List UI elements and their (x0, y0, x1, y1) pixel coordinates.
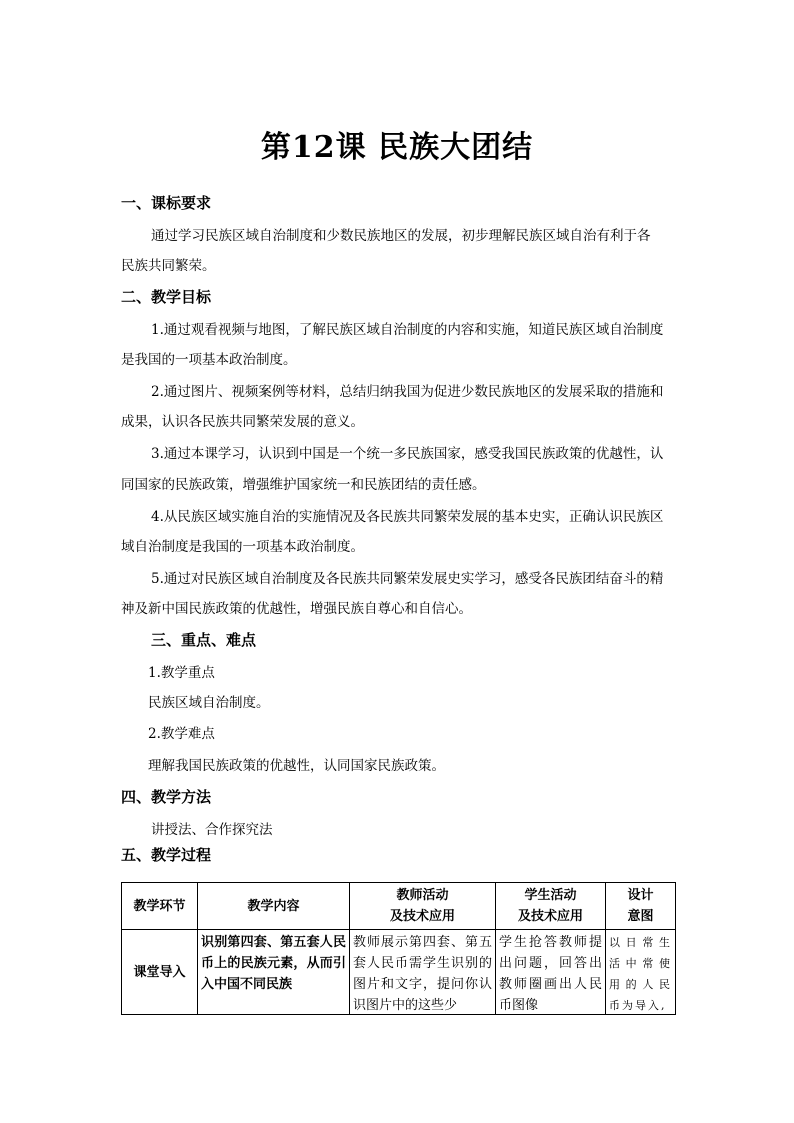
difficulty-value: 理解我国民族政策的优越性，认同国家民族政策。 (148, 758, 445, 774)
goal-1-line1: 1.通过观看视频与地图，了解民族区域自治制度的内容和实施，知道民族区域自治制度 (151, 322, 664, 338)
goal-2-line2: 成果，认识各民族共同繁荣发展的意义。 (121, 414, 364, 430)
cell-stage: 课堂导入 (122, 930, 198, 1015)
cell-design-intent: 以日常生活中常使用的人民币为导入, (606, 930, 676, 1015)
teaching-process-table (121, 882, 676, 1015)
goal-2-line1: 2.通过图片、视频案例等材料，总结归纳我国为促进少数民族地区的发展采取的措施和 (151, 384, 664, 400)
goal-3-line2: 同国家的民族政策，增强维护国家统一和民族团结的责任感。 (121, 477, 486, 493)
header-student-activity: 学生活动 及技术应用 (496, 883, 606, 930)
goal-5-line1: 5.通过对民族区域自治制度及各民族共同繁荣发展史实学习，感受各民族团结奋斗的精 (151, 571, 664, 587)
methods-value: 讲授法、合作探究法 (151, 822, 273, 838)
keypoint-value: 民族区域自治制度。 (148, 695, 270, 711)
table-header-row (122, 883, 676, 930)
cell-content: 识别第四套、第五套人民币上的民族元素，从而引入中国不同民族 (198, 930, 350, 1015)
goal-4-line1: 4.从民族区域实施自治的实施情况及各民族共同繁荣发展的基本史实，正确认识民族区 (151, 509, 664, 525)
header-teacher-activity: 教师活动 及技术应用 (350, 883, 496, 930)
goal-5-line2: 神及新中国民族政策的优越性，增强民族自尊心和自信心。 (121, 601, 472, 617)
header-content: 教学内容 (198, 883, 350, 930)
section-heading-standards: 一、课标要求 (121, 194, 212, 212)
standards-text-line1: 通过学习民族区域自治制度和少数民族地区的发展，初步理解民族区域自治有利于各 (151, 228, 651, 244)
section-heading-process: 五、教学过程 (121, 846, 212, 864)
goal-3-line1: 3.通过本课学习，认识到中国是一个统一多民族国家，感受我国民族政策的优越性，认 (151, 446, 664, 462)
header-design-intent: 设计 意图 (606, 883, 676, 930)
keypoint-label: 1.教学重点 (148, 665, 215, 681)
cell-teacher-activity: 教师展示第四套、第五套人民币需学生识别的图片和文字，提问你认识图片中的这些少 (350, 930, 496, 1015)
table-row (122, 930, 676, 1015)
section-heading-keypoints: 三、重点、难点 (151, 631, 257, 649)
section-heading-goals: 二、教学目标 (121, 288, 212, 306)
cell-student-activity: 学生抢答教师提出问题，回答出教师圈画出人民币图像 (496, 930, 606, 1015)
goal-4-line2: 域自治制度是我国的一项基本政治制度。 (121, 539, 364, 555)
standards-text-line2: 民族共同繁荣。 (121, 258, 216, 274)
difficulty-label: 2.教学难点 (148, 726, 215, 742)
header-stage: 教学环节 (122, 883, 198, 930)
section-heading-methods: 四、教学方法 (121, 788, 212, 806)
goal-1-line2: 是我国的一项基本政治制度。 (121, 352, 297, 368)
page-title: 第12课 民族大团结 (260, 130, 534, 165)
